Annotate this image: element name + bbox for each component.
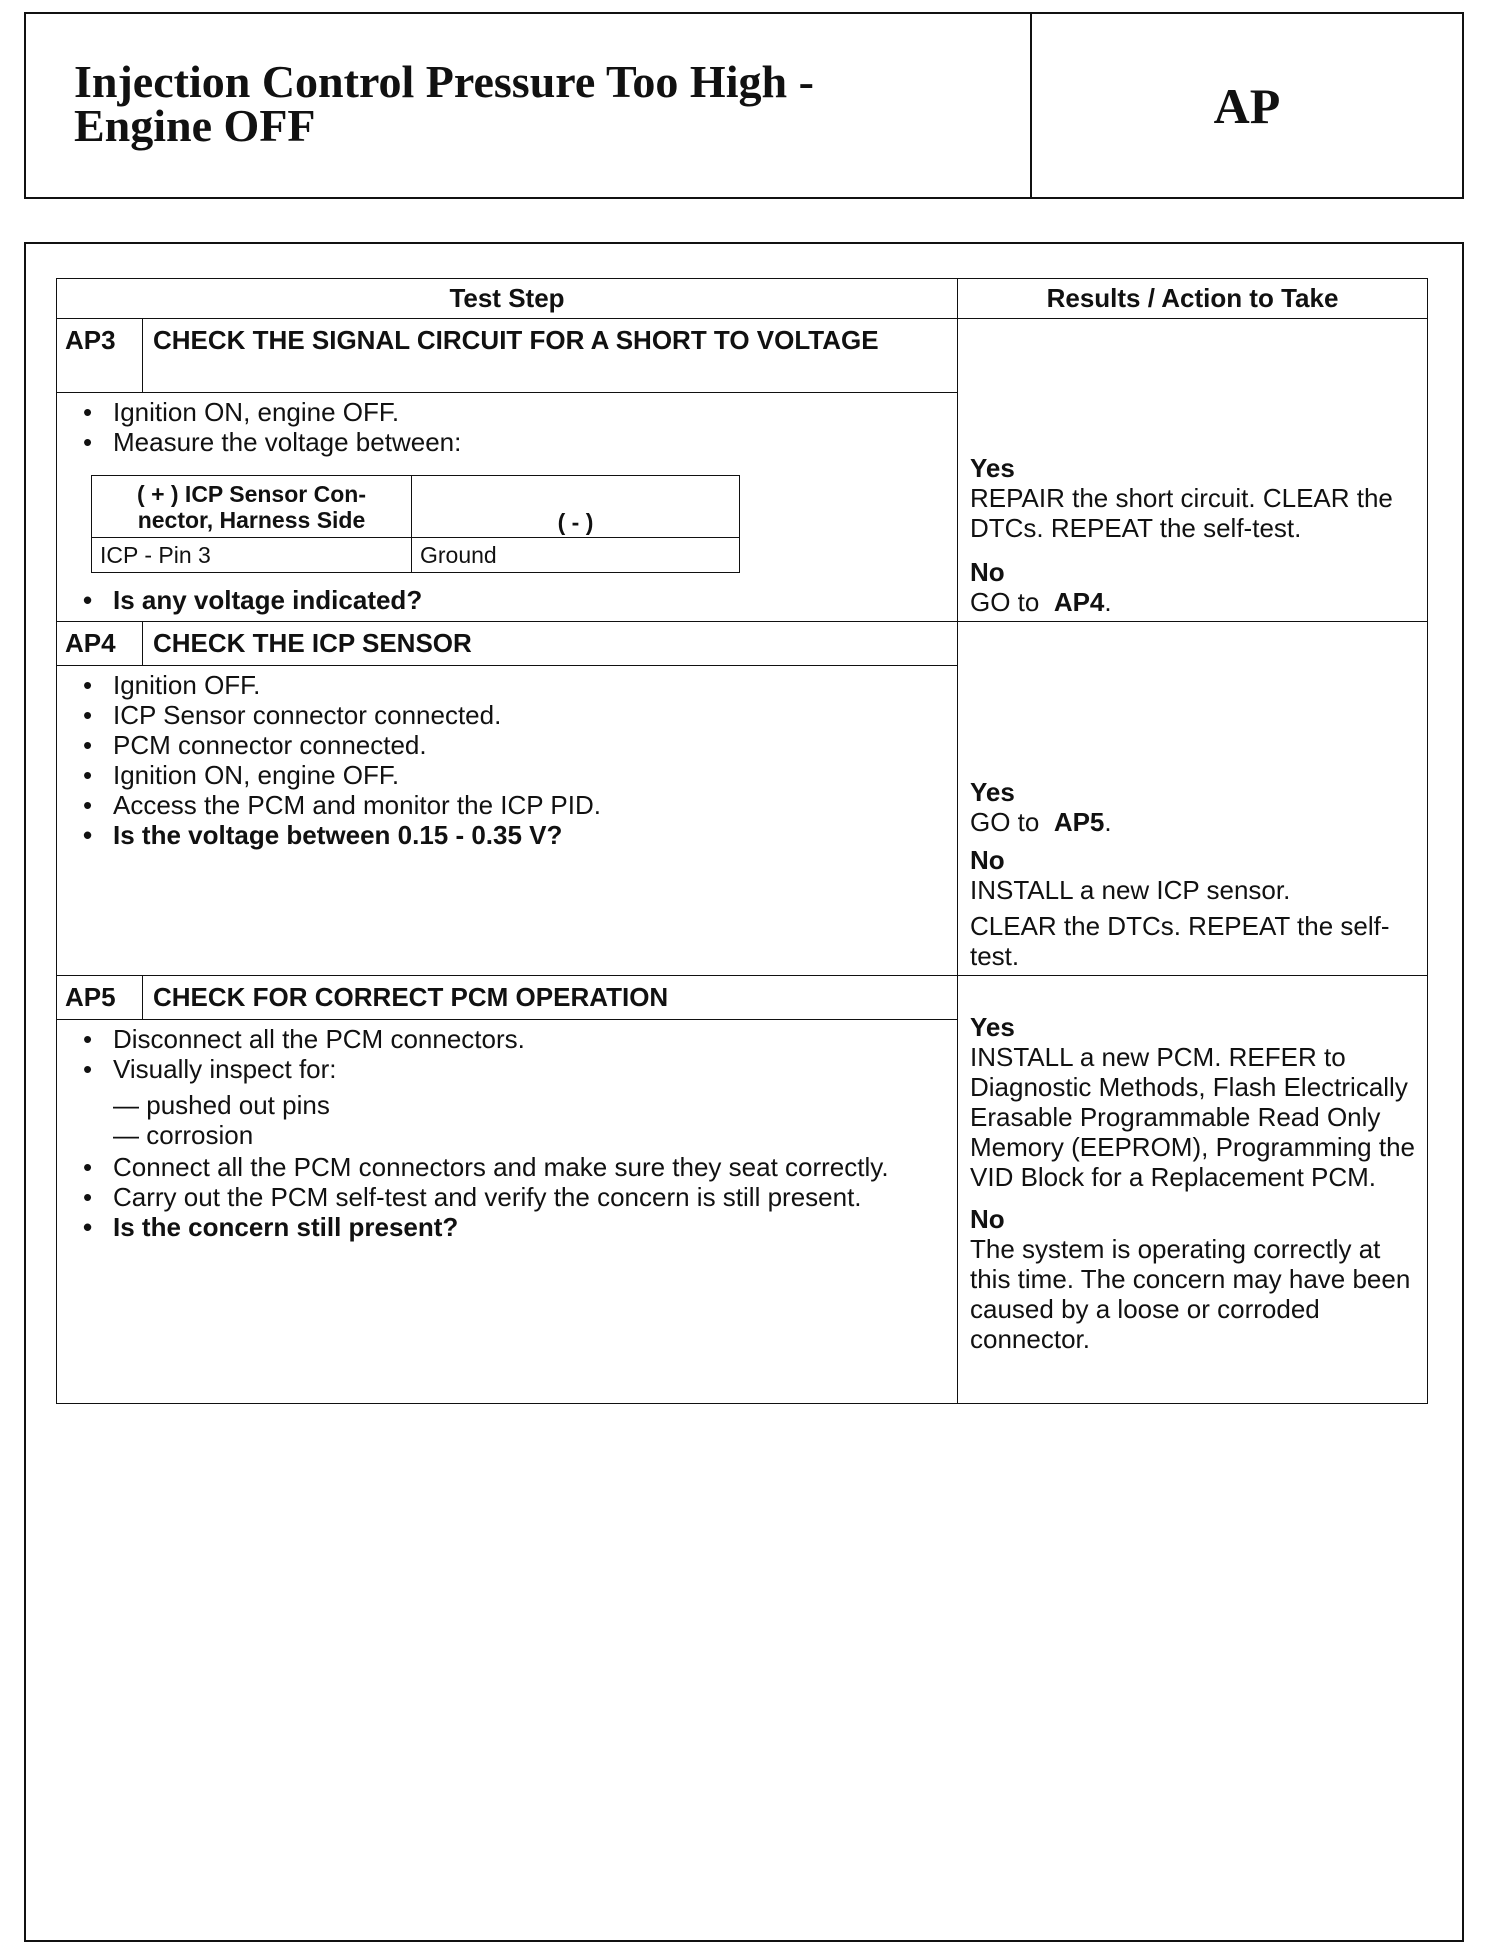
inspection-item: — corrosion	[113, 1120, 947, 1150]
positive-lead-value: ICP - Pin 3	[92, 538, 412, 573]
test-step-header: Test Step	[57, 279, 958, 319]
no-action	[970, 587, 1417, 617]
step-ap4-results	[958, 622, 1428, 976]
no-label: No	[970, 557, 1005, 587]
step-ap3-results	[958, 319, 1428, 622]
step-instruction: • Ignition ON, engine OFF.	[73, 397, 947, 427]
step-instruction: • PCM connector connected.	[73, 730, 947, 760]
yes-action	[970, 807, 1417, 837]
no-label: No	[970, 845, 1005, 875]
goto-link-ap5[interactable]: AP5	[1053, 807, 1105, 837]
yes-label: Yes	[970, 777, 1015, 807]
step-instruction: • Visually inspect for:	[73, 1054, 947, 1084]
step-instruction: • Ignition OFF.	[73, 670, 947, 700]
no-action-end: .	[1104, 587, 1112, 617]
step-instruction: • Carry out the PCM self-test and verify the concern is still present.	[73, 1182, 947, 1212]
title-line-2: Engine OFF	[74, 100, 316, 151]
page-title	[26, 14, 1032, 197]
step-question: • Is any voltage indicated?	[73, 585, 947, 615]
yes-action: INSTALL a new PCM. REFER to Diagnostic Methods, Flash Electrically Erasable Programmable Read Only Memory (EEPROM), Programming the VID Block for a Replacement PCM.	[970, 1042, 1415, 1192]
step-question: • Is the voltage between 0.15 - 0.35 V?	[73, 820, 947, 850]
negative-lead-value: Ground	[412, 538, 740, 573]
step-ap4-body	[57, 666, 958, 976]
goto-link-ap4[interactable]: AP4	[1053, 587, 1105, 617]
yes-action: REPAIR the short circuit. CLEAR the DTCs. REPEAT the self-test.	[970, 483, 1393, 543]
positive-lead-header: ( + ) ICP Sensor Con-nector, Harness Side	[92, 476, 412, 538]
step-question: • Is the concern still present?	[73, 1212, 947, 1242]
title-line-1: Injection Control Pressure Too High -	[74, 56, 814, 107]
step-ap3-title-row	[57, 319, 1428, 393]
measurement-table	[91, 475, 740, 573]
negative-lead-header: ( - )	[412, 476, 740, 538]
no-action: INSTALL a new ICP sensor.	[970, 875, 1291, 905]
step-instruction: • ICP Sensor connector connected.	[73, 700, 947, 730]
no-action-followup: CLEAR the DTCs. REPEAT the self-test.	[970, 911, 1390, 971]
step-title: CHECK THE ICP SENSOR	[143, 622, 958, 666]
results-header: Results / Action to Take	[958, 279, 1428, 319]
yes-action-end: .	[1104, 807, 1112, 837]
step-id: AP4	[57, 622, 143, 666]
yes-label: Yes	[970, 453, 1015, 483]
step-ap5-results	[958, 976, 1428, 1404]
no-action: The system is operating correctly at this time. The concern may have been caused by a loose or corroded connector.	[970, 1234, 1411, 1354]
page-header	[24, 12, 1464, 199]
step-ap5-body	[57, 1020, 958, 1404]
step-instruction: • Ignition ON, engine OFF.	[73, 760, 947, 790]
step-ap4-title-row	[57, 622, 1428, 666]
step-title: CHECK THE SIGNAL CIRCUIT FOR A SHORT TO VOLTAGE	[143, 319, 958, 393]
step-title: CHECK FOR CORRECT PCM OPERATION	[143, 976, 958, 1020]
inspection-item: — pushed out pins	[113, 1090, 947, 1120]
step-id: AP3	[57, 319, 143, 393]
yes-action-text: GO to	[970, 807, 1040, 837]
no-action-text: GO to	[970, 587, 1040, 617]
step-ap5-title-row	[57, 976, 1428, 1020]
section-code: AP	[1213, 77, 1281, 134]
step-instruction: • Disconnect all the PCM connectors.	[73, 1024, 947, 1054]
step-id: AP5	[57, 976, 143, 1020]
inspection-list	[73, 1090, 947, 1150]
step-instruction: • Access the PCM and monitor the ICP PID.	[73, 790, 947, 820]
yes-label: Yes	[970, 1012, 1015, 1042]
step-ap3-body	[57, 393, 958, 622]
step-instruction: • Connect all the PCM connectors and make sure they seat correctly.	[73, 1152, 947, 1182]
no-label: No	[970, 1204, 1005, 1234]
diagnostic-table	[56, 278, 1428, 1404]
step-instruction: • Measure the voltage between:	[73, 427, 947, 457]
